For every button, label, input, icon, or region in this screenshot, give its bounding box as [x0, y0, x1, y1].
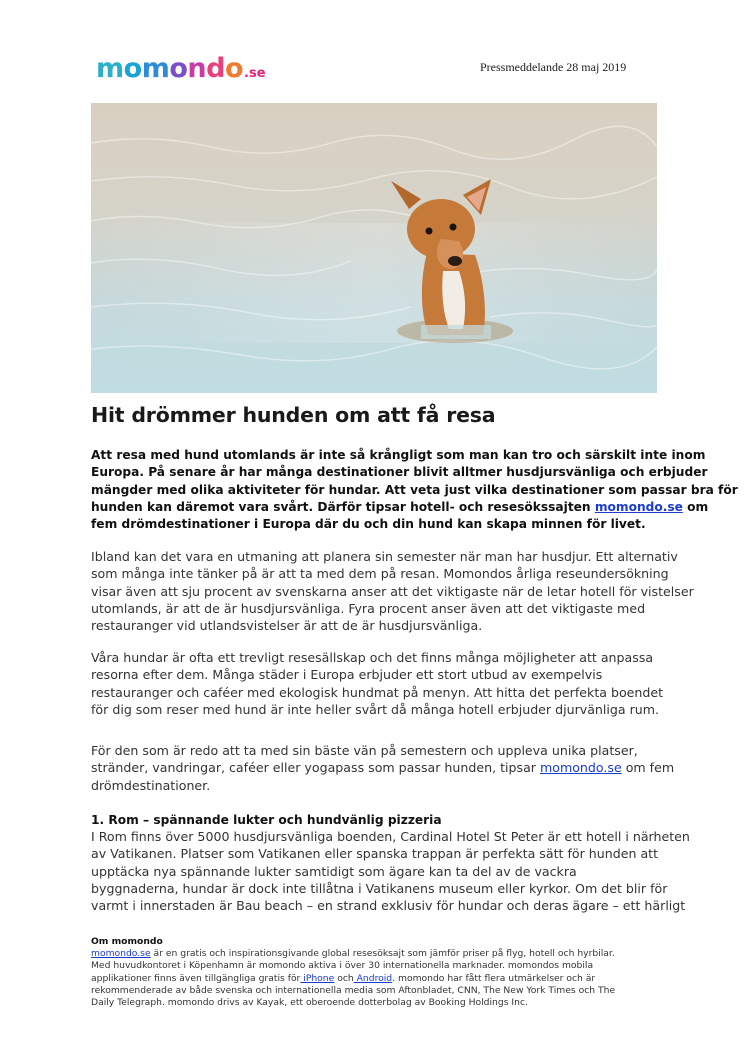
paragraph-line: För den som är redo att ta med sin bäste vän på semestern och uppleva unika platser,: [91, 743, 638, 758]
footer-line: applikationer finns även tillgängliga gratis för iPhone och Android. momondo har fått flera utmärkelser och är: [91, 972, 596, 984]
paragraph-line: Ibland kan det vara en utmaning att planera sin semester när man har husdjur. Ett alternativ: [91, 549, 678, 564]
footer-line: Daily Telegraph. momondo drivs av Kayak, ett oberoende dotterbolag av Booking Holdings Inc.: [91, 997, 528, 1009]
paragraph-line: för dig som reser med hund är inte heller svårt då många hotell erbjuder djurvänliga rum.: [91, 701, 660, 717]
paragraph-line: utomlands, är att de är husdjursvänliga. Fyra procent anser även att det viktigaste med: [91, 600, 646, 616]
paragraph-line: som många inte tänker på är att ta med dem på resan. Momondos årliga reseundersökning: [91, 566, 669, 582]
paragraph-line: upptäcka nya spännande lukter samtidigt som ägare kan ta del av de vackra: [91, 863, 577, 879]
android-link[interactable]: Android: [353, 972, 393, 984]
paragraph-line: Våra hundar är ofta ett trevligt resesällskap och det finns många möjligheter att anpassa: [91, 650, 654, 665]
momondo-link[interactable]: momondo.se: [594, 499, 683, 514]
lead-line: mängder med olika aktiviteter för hundar. Att veta just vilka destinationer som passar bra för: [91, 482, 738, 497]
lead-paragraph: [91, 447, 738, 533]
dog-in-water-photo-icon: [91, 103, 657, 393]
paragraph-line: byggnaderna, hundar är dock inte tillåtna i Vatikanens museum eller kyrkor. Om det blir för: [91, 880, 668, 896]
lead-line: Europa. På senare år har många destinationer blivit alltmer husdjursvänliga och erbjuder: [91, 465, 708, 480]
body-paragraph: [91, 548, 694, 634]
paragraph-line: visar även att sju procent av svenskarna anser att det viktigaste när de letar hotell för vistelser: [91, 583, 694, 599]
momondo-link[interactable]: momondo.se: [91, 948, 151, 960]
body-paragraph: [91, 649, 671, 718]
paragraph-line: restauranger och caféer med ekologisk hundmat på menyn. Att hitta det perfekta boendet: [91, 684, 664, 700]
hero-image: [91, 103, 657, 393]
logo-letter: o: [123, 53, 142, 84]
lead-line: Att resa med hund utomlands är inte så krångligt som man kan tro och särskilt inte inom: [91, 448, 706, 462]
logo-letter: o: [169, 53, 188, 84]
lead-line: hunden kan däremot vara svårt. Därför tipsar hotell- och resesökssajten momondo.se om: [91, 499, 709, 514]
paragraph-line: drömdestinationer.: [91, 777, 211, 793]
paragraph-line: I Rom finns över 5000 husdjursvänliga boenden, Cardinal Hotel St Peter är ett hotell i närheten: [91, 829, 690, 844]
footer-line: momondo.se är en gratis och inspirationsgivande global resesöksajt som jämför priser på flyg, hotell och hyrbilar.: [91, 948, 615, 960]
paragraph-line: varmt i innerstaden är Bau beach – en strand exklusiv för hundar och deras ägare – ett härligt: [91, 898, 686, 914]
about-footer: [91, 936, 671, 1009]
paragraph-line: av Vatikanen. Platser som Vatikanen eller spanska trappan är perfekta sätt för hunden att: [91, 846, 659, 862]
article-title: Hit drömmer hunden om att få resa: [91, 403, 496, 427]
body-paragraph: [91, 742, 675, 794]
paragraph-line: stränder, vandringar, caféer eller yogapass som passar hunden, tipsar momondo.se om fem: [91, 760, 675, 776]
momondo-link[interactable]: momondo.se: [539, 760, 622, 776]
lead-line: fem drömdestinationer i Europa där du och din hund kan skapa minnen för livet.: [91, 517, 646, 532]
logo-letter: m: [141, 53, 170, 84]
section-heading: 1. Rom – spännande lukter och hundvänlig pizzeria: [91, 813, 442, 827]
logo-letter: d: [206, 53, 225, 84]
section-paragraph: [91, 828, 690, 914]
logo-letter: o: [224, 53, 244, 84]
paragraph-line: restauranger vid utlandsvistelser är att de är husdjursvänliga.: [91, 618, 483, 634]
press-release-date: Pressmeddelande 28 maj 2019: [480, 60, 627, 74]
footer-line: Med huvudkontoret i Köpenhamn är momondo aktiva i över 30 internationella marknader. momondos mobila: [91, 960, 594, 972]
logo-letter: n: [187, 53, 207, 84]
footer-heading: Om momondo: [91, 936, 163, 947]
momondo-logo: [96, 54, 266, 89]
footer-line: rekommenderade av både svenska och internationella media som Aftonbladet, CNN, The New York Times och The: [91, 984, 616, 996]
logo-tld: .se: [244, 66, 266, 81]
paragraph-line: resorna efter dem. Många städer i Europa erbjuder ett stort utbud av exempelvis: [91, 667, 603, 683]
iphone-link[interactable]: iPhone: [300, 972, 335, 984]
logo-letter: m: [96, 53, 124, 84]
